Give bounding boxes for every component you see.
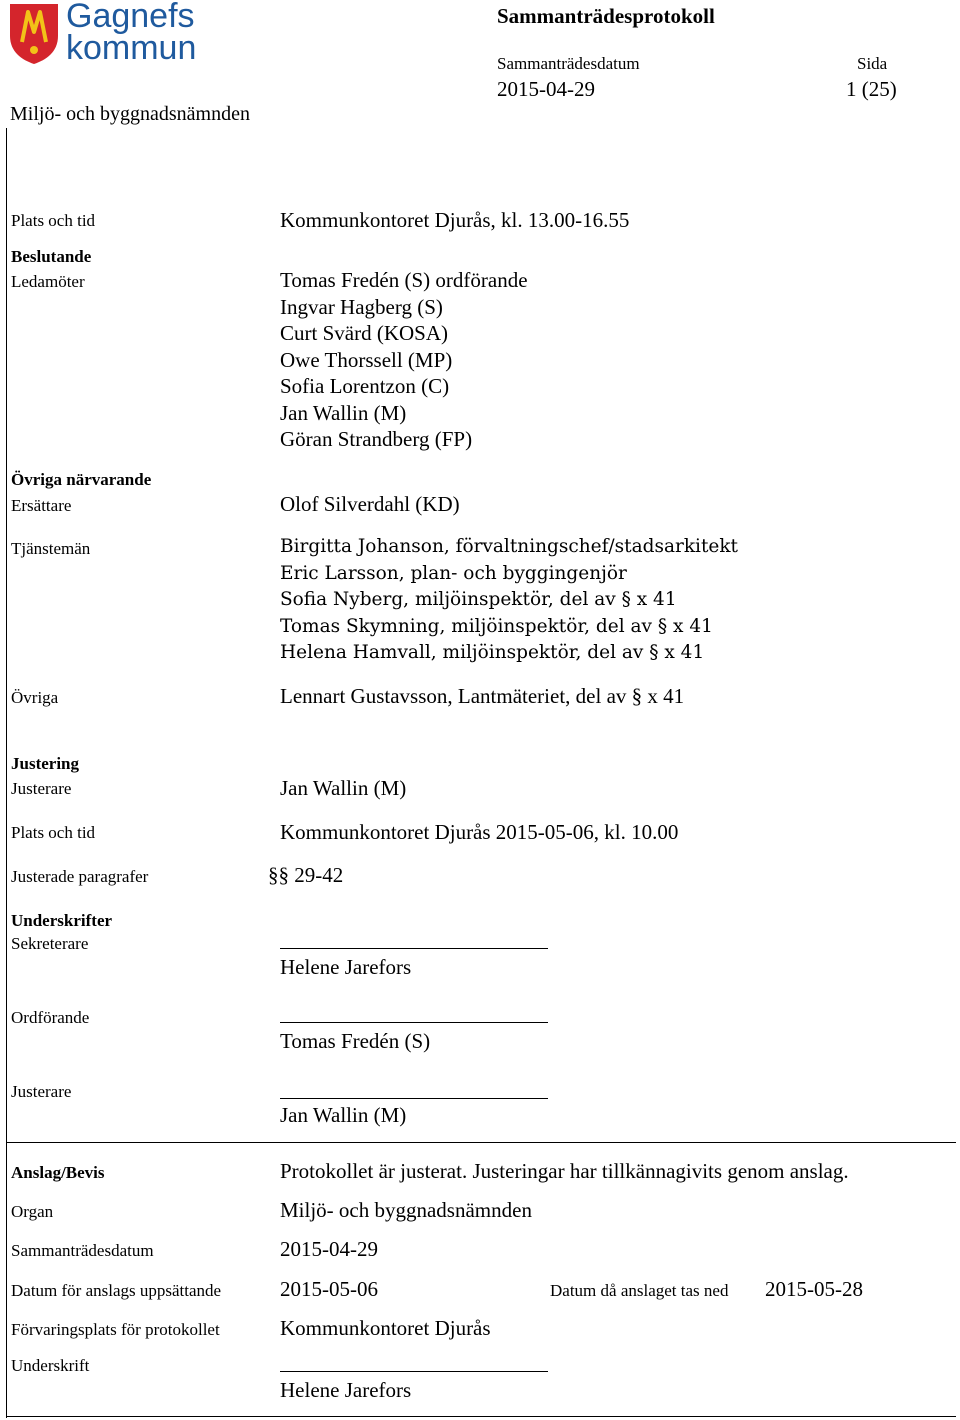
substitutes-value: Olof Silverdahl (KD) [280, 492, 460, 516]
chair-label: Ordförande [11, 1008, 90, 1027]
official-entry: Sofia Nyberg, miljöinspektör, del av § x 41 [280, 589, 677, 610]
notice-meeting-date-value: 2015-04-29 [280, 1237, 378, 1261]
page-label: Sida [857, 54, 888, 73]
page-number: 1 (25) [846, 77, 897, 101]
removed-date-label: Datum då anslaget tas ned [550, 1281, 729, 1300]
secretary-signature-line [280, 948, 548, 949]
notice-signature-line [280, 1371, 548, 1372]
official-entry: Tomas Skymning, miljöinspektör, del av § x 41 [280, 615, 713, 637]
secretary-label: Sekreterare [11, 934, 89, 953]
member-entry: Curt Svärd (KOSA) [280, 321, 448, 345]
posted-date-value: 2015-05-06 [280, 1277, 378, 1301]
chair-name: Tomas Fredén (S) [280, 1029, 431, 1053]
member-entry: Ingvar Hagberg (S) [280, 294, 443, 319]
signature-adjuster-name: Jan Wallin (M) [280, 1103, 407, 1127]
member-entry: Owe Thorssell (MP) [280, 347, 453, 372]
meeting-date-label: Sammanträdesdatum [497, 54, 640, 73]
adjustment-place-value: Kommunkontoret Djurås 2015-05-06, kl. 10.00 [280, 820, 679, 844]
secretary-name: Helene Jarefors [280, 955, 412, 979]
committee-name: Miljö- och byggnadsnämnden [10, 103, 250, 125]
deciding-heading: Beslutande [11, 247, 92, 266]
member-entry: Tomas Fredén (S) ordförande [280, 268, 528, 292]
coat-of-arms-icon [8, 2, 60, 66]
official-entry: Birgitta Johanson, förvaltningschef/stadsarkitekt [280, 536, 738, 557]
organ-label: Organ [11, 1202, 54, 1221]
paragraphs-value: §§ 29-42 [268, 863, 344, 887]
signature-adjuster-label: Justerare [11, 1082, 72, 1101]
notice-meeting-date-label: Sammanträdesdatum [11, 1241, 154, 1260]
officials-list [280, 534, 738, 667]
removed-date-value: 2015-05-28 [765, 1277, 863, 1301]
adjuster-label: Justerare [11, 779, 72, 798]
notice-text: Protokollet är justerat. Justeringar har tillkännagivits genom anslag. [280, 1159, 849, 1183]
officials-label: Tjänstemän [11, 539, 91, 558]
official-entry: Eric Larsson, plan- och byggingenjör [280, 562, 627, 584]
municipality-logo [8, 2, 208, 70]
adjuster-value: Jan Wallin (M) [280, 776, 407, 800]
place-time-value: Kommunkontoret Djurås, kl. 13.00-16.55 [280, 208, 630, 232]
adjustment-place-label: Plats och tid [11, 823, 96, 842]
organ-value: Miljö- och byggnadsnämnden [280, 1198, 532, 1222]
member-entry: Göran Strandberg (FP) [280, 427, 473, 451]
notice-heading: Anslag/Bevis [11, 1163, 105, 1182]
place-time-label: Plats och tid [11, 211, 96, 230]
other-value: Lennart Gustavsson, Lantmäteriet, del av § x 41 [280, 684, 685, 708]
adjuster-signature-line [280, 1098, 548, 1099]
substitutes-label: Ersättare [11, 496, 72, 515]
member-entry: Sofia Lorentzon (C) [280, 374, 450, 398]
notice-signature-name: Helene Jarefors [280, 1378, 412, 1402]
storage-label: Förvaringsplats för protokollet [11, 1320, 220, 1339]
official-entry: Helena Hamvall, miljöinspektör, del av § x 41 [280, 642, 705, 663]
members-label: Ledamöter [11, 272, 85, 291]
left-border [6, 128, 7, 1418]
logo-line-2: kommun [66, 29, 197, 67]
others-heading: Övriga närvarande [11, 470, 152, 489]
member-entry: Jan Wallin (M) [280, 400, 407, 425]
logo-line-1: Gagnefs [66, 0, 195, 35]
meeting-date-value: 2015-04-29 [497, 77, 595, 101]
other-label: Övriga [11, 688, 59, 707]
members-list [280, 267, 528, 453]
chair-signature-line [280, 1022, 548, 1023]
adjustment-heading: Justering [11, 754, 79, 773]
paragraphs-label: Justerade paragrafer [11, 867, 149, 886]
document-title: Sammanträdesprotokoll [497, 4, 715, 28]
bottom-border [6, 1416, 956, 1417]
notice-divider [6, 1142, 956, 1143]
signatures-heading: Underskrifter [11, 911, 113, 930]
posted-date-label: Datum för anslags uppsättande [11, 1281, 222, 1300]
storage-value: Kommunkontoret Djurås [280, 1316, 491, 1340]
notice-signature-label: Underskrift [11, 1356, 90, 1375]
